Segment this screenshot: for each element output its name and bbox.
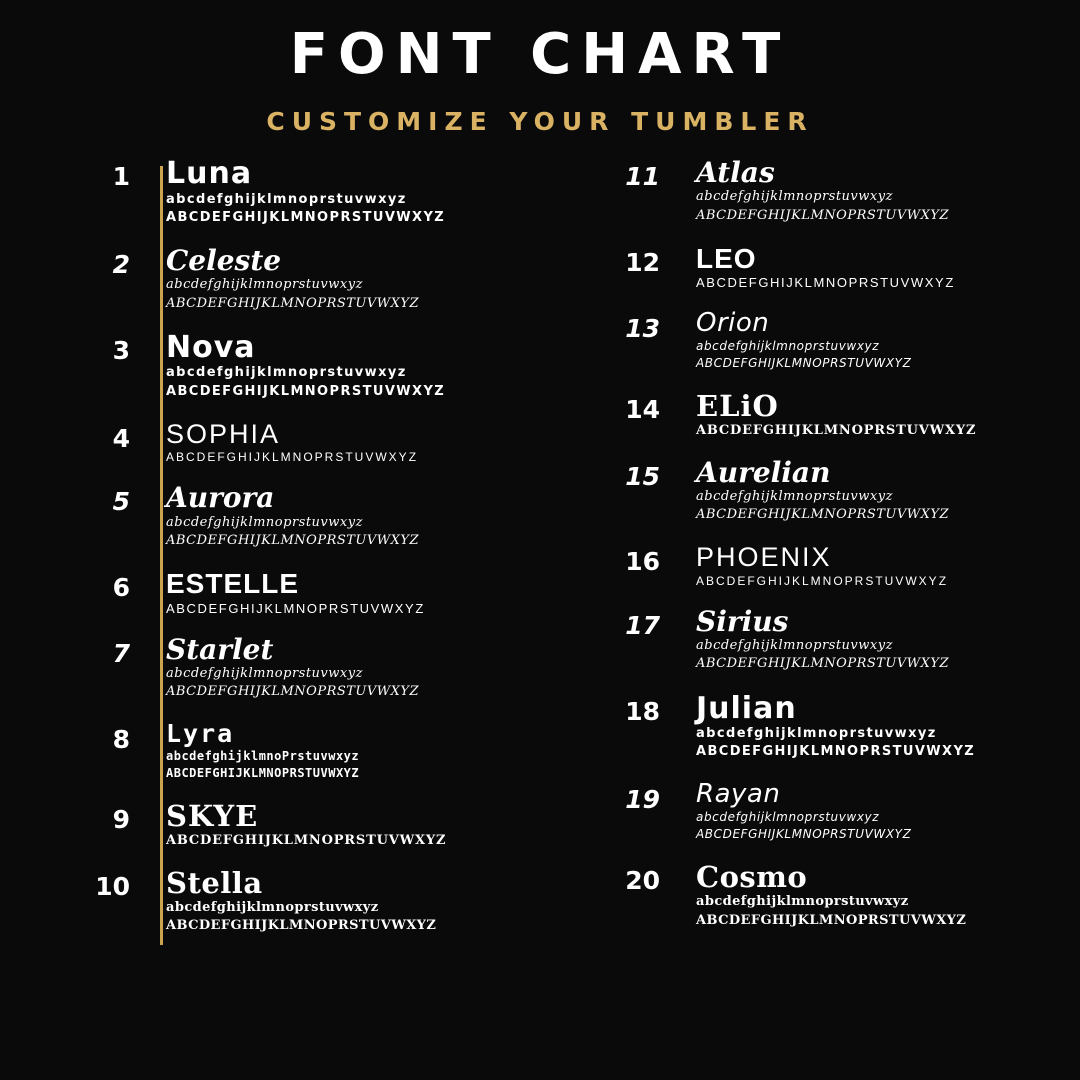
font-option-number: 1 — [112, 162, 130, 191]
font-sample — [680, 690, 1080, 761]
font-option-row[interactable] — [0, 569, 540, 617]
font-sample — [680, 307, 1080, 371]
font-sample — [680, 388, 1080, 440]
font-option-number: 19 — [625, 784, 660, 814]
font-name: Aurelian — [696, 455, 831, 489]
font-name: Rayan — [696, 778, 781, 809]
font-lowercase-sample: abcdefghijklmnoprstuvwxyz — [696, 488, 893, 504]
font-option-number: 3 — [112, 335, 130, 365]
font-uppercase-sample: ABCDEFGHIJKLMNOPRSTUVWXYZ — [696, 656, 950, 672]
font-name: Lyra — [166, 718, 235, 748]
font-option-row[interactable] — [0, 420, 540, 465]
font-lowercase-sample: abcdefghijklmnoprstuvwxyz — [166, 277, 363, 293]
font-option-row[interactable] — [540, 778, 1080, 842]
font-name: ESTELLE — [166, 568, 300, 600]
font-option-number: 9 — [112, 804, 130, 834]
font-sample — [150, 569, 540, 617]
font-sample — [680, 244, 1080, 292]
font-lowercase-sample: abcdefghijklmnoprstuvwxyz — [696, 809, 880, 824]
font-option-row[interactable] — [540, 158, 1080, 224]
font-option-row[interactable] — [540, 859, 1080, 929]
font-option-number: 15 — [625, 461, 660, 491]
font-sample — [150, 865, 540, 935]
font-uppercase-sample: ABCDEFGHIJKLMNOPRSTUVWXYZ — [696, 573, 949, 588]
font-uppercase-sample: ABCDEFGHIJKLMNOPRSTUVWXYZ — [166, 833, 447, 849]
font-name: Sirius — [696, 604, 789, 638]
font-columns — [0, 158, 1080, 955]
font-option-number: 18 — [625, 696, 660, 726]
font-list-left — [0, 158, 540, 935]
font-option-number: 6 — [112, 573, 130, 603]
font-uppercase-sample: ABCDEFGHIJKLMNOPRSTUVWXYZ — [166, 918, 437, 934]
font-option-number: 16 — [625, 547, 660, 577]
font-column-left-inner — [0, 158, 540, 955]
font-option-number: 4 — [112, 423, 130, 453]
font-option-row[interactable] — [540, 604, 1080, 673]
font-uppercase-sample: ABCDEFGHIJKLMNOPRSTUVWXYZ — [166, 532, 420, 548]
font-lowercase-sample: abcdefghijklmnoprstuvwxyz — [166, 666, 363, 682]
font-name: ELiO — [696, 388, 779, 423]
font-option-row[interactable] — [0, 865, 540, 935]
font-name: Aurora — [166, 481, 275, 515]
font-sample — [150, 246, 540, 312]
font-option-number: 2 — [112, 250, 130, 279]
font-option-number: 7 — [112, 638, 130, 668]
font-option-row[interactable] — [540, 388, 1080, 440]
font-lowercase-sample: abcdefghijklmnoprstuvwxyz — [166, 365, 407, 381]
font-name: Starlet — [166, 632, 274, 666]
font-sample — [150, 329, 540, 400]
font-option-number: 5 — [112, 487, 130, 517]
font-name: PHOENIX — [696, 542, 832, 573]
font-name: Julian — [696, 690, 797, 726]
font-option-row[interactable] — [0, 246, 540, 312]
font-lowercase-sample: abcdefghijklmnoprstuvwxyz — [696, 338, 880, 353]
header — [0, 0, 1080, 136]
font-option-number: 14 — [625, 394, 660, 424]
font-option-number: 8 — [112, 724, 130, 754]
font-name: Cosmo — [696, 859, 808, 894]
font-option-row[interactable] — [0, 718, 540, 781]
font-option-row[interactable] — [540, 543, 1080, 588]
font-option-number: 13 — [625, 313, 660, 343]
font-sample — [150, 420, 540, 465]
font-uppercase-sample: ABCDEFGHIJKLMNOPRSTUVWXYZ — [166, 684, 420, 700]
font-uppercase-sample: ABCDEFGHIJKLMNOPRSTUVWXYZ — [166, 600, 425, 616]
font-option-row[interactable] — [0, 483, 540, 549]
font-uppercase-sample: ABCDEFGHIJKLMNOPRSTUVWXYZ — [696, 912, 967, 928]
font-sample — [150, 718, 540, 781]
font-column-right — [540, 158, 1080, 955]
font-uppercase-sample: ABCDEFGHIJKLMNOPRSTUVWXYZ — [696, 507, 950, 523]
font-column-right-inner — [540, 158, 1080, 949]
font-lowercase-sample: abcdefghijklmnoprstuvwxyz — [166, 514, 363, 530]
font-sample — [150, 632, 540, 701]
font-option-number: 12 — [625, 247, 660, 277]
font-option-number: 11 — [625, 162, 660, 191]
font-name: Stella — [166, 865, 263, 900]
font-option-row[interactable] — [0, 329, 540, 400]
page-title: FONT CHART — [289, 22, 791, 87]
font-uppercase-sample: ABCDEFGHIJKLMNOPRSTUVWXYZ — [166, 209, 446, 225]
font-uppercase-sample: ABCDEFGHIJKLMNOPRSTUVWXYZ — [696, 423, 977, 439]
font-uppercase-sample: ABCDEFGHIJKLMNOPRSTUVWXYZ — [696, 744, 976, 760]
font-uppercase-sample: ABCDEFGHIJKLMNOPRSTUVWXYZ — [166, 295, 420, 311]
font-name: SOPHIA — [166, 418, 281, 449]
font-sample — [680, 604, 1080, 673]
font-lowercase-sample: abcdefghijklmnoprstuvwxyz — [696, 894, 909, 910]
font-option-row[interactable] — [540, 244, 1080, 292]
font-name: Atlas — [696, 156, 775, 189]
font-lowercase-sample: abcdefghijklmnoPrstuvwxyz — [166, 748, 360, 763]
font-sample — [680, 158, 1080, 224]
font-option-row[interactable] — [540, 307, 1080, 371]
gold-divider-left — [160, 166, 163, 945]
font-option-row[interactable] — [0, 632, 540, 701]
font-name: Nova — [166, 329, 256, 365]
font-option-row[interactable] — [540, 690, 1080, 761]
font-option-row[interactable] — [0, 798, 540, 850]
font-name: Celeste — [166, 244, 282, 277]
font-option-number: 17 — [625, 610, 660, 640]
font-lowercase-sample: abcdefghijklmnoprstuvwxyz — [166, 900, 379, 916]
font-uppercase-sample: ABCDEFGHIJKLMNOPRSTUVWXYZ — [696, 275, 955, 291]
font-name: Luna — [166, 156, 253, 191]
font-name: Orion — [696, 307, 770, 338]
font-uppercase-sample: ABCDEFGHIJKLMNOPRSTUVWXYZ — [696, 826, 912, 841]
font-option-number: 20 — [625, 865, 660, 895]
font-uppercase-sample: ABCDEFGHIJKLMNOPRSTUVWXYZ — [166, 765, 360, 780]
font-lowercase-sample: abcdefghijklmnoprstuvwxyz — [696, 189, 893, 205]
font-sample — [680, 455, 1080, 524]
font-sample — [680, 543, 1080, 588]
font-option-row[interactable] — [0, 158, 540, 226]
font-uppercase-sample: ABCDEFGHIJKLMNOPRSTUVWXYZ — [166, 383, 446, 399]
font-list-right — [540, 158, 1080, 929]
font-uppercase-sample: ABCDEFGHIJKLMNOPRSTUVWXYZ — [166, 450, 419, 465]
page-subtitle: CUSTOMIZE YOUR TUMBLER — [266, 106, 814, 136]
font-sample — [680, 859, 1080, 929]
font-name: SKYE — [166, 798, 259, 833]
font-uppercase-sample: ABCDEFGHIJKLMNOPRSTUVWXYZ — [696, 355, 912, 370]
font-lowercase-sample: abcdefghijklmnoprstuvwxyz — [696, 726, 937, 742]
font-lowercase-sample: abcdefghijklmnoprstuvwxyz — [696, 638, 893, 654]
font-option-number: 10 — [95, 871, 130, 901]
font-uppercase-sample: ABCDEFGHIJKLMNOPRSTUVWXYZ — [696, 207, 950, 223]
font-lowercase-sample: abcdefghijklmnoprstuvwxyz — [166, 191, 407, 207]
font-sample — [680, 778, 1080, 842]
font-option-row[interactable] — [540, 455, 1080, 524]
font-name: LEO — [696, 242, 757, 274]
font-sample — [150, 798, 540, 850]
font-sample — [150, 158, 540, 226]
font-sample — [150, 483, 540, 549]
font-column-left — [0, 158, 540, 955]
